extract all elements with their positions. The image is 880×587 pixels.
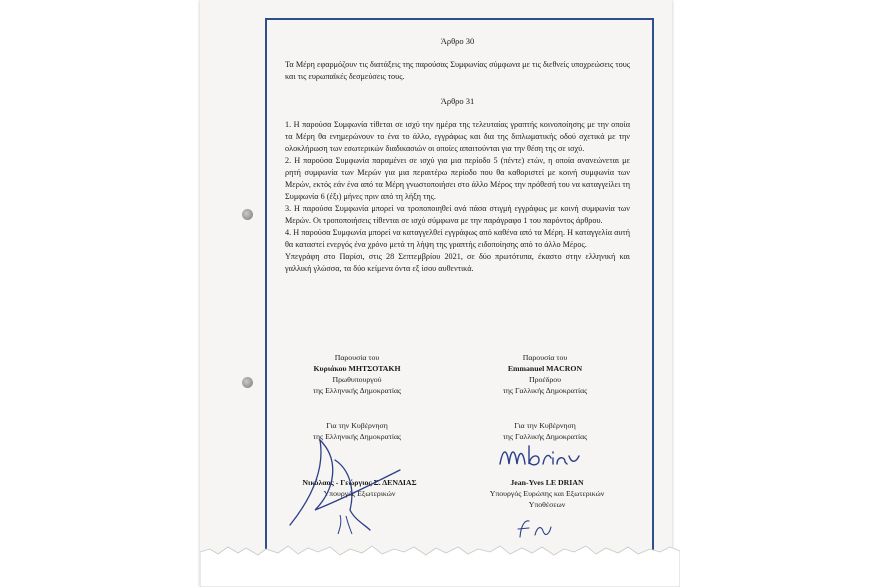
- right-signer-block: [462, 477, 632, 510]
- punch-hole: [242, 377, 253, 388]
- punch-hole: [242, 209, 253, 220]
- left-presence-role: Πρωθυπουργού: [332, 375, 382, 384]
- left-signer-role: Υπουργός Εξωτερικών: [323, 489, 396, 498]
- article-31-body: [285, 119, 630, 275]
- left-presence-block: [282, 352, 432, 396]
- document-body: [285, 35, 630, 275]
- right-signer-role: Υπουργός Ευρώπης και Εξωτερικών: [489, 489, 605, 498]
- article-31-paragraph-4: 4. Η παρούσα Συμφωνία μπορεί να καταγγελθεί εγγράφως από καθένα από τα Μέρη. Η καταγγελία αυτή θα καταστεί ενεργός ένα χρόνο μετά τη λήψη της γραπτής ειδοποίησης από το άλλο Μέρος.: [285, 228, 630, 249]
- right-government-block: [470, 420, 620, 442]
- initials-signature: [515, 515, 555, 540]
- left-presence-country: της Ελληνικής Δημοκρατίας: [312, 386, 402, 395]
- right-presence-role: Προέδρου: [528, 375, 562, 384]
- right-signer-name: Jean-Yves LE DRIAN: [510, 478, 584, 487]
- left-government-label: Για την Κυβέρνηση: [326, 421, 388, 430]
- right-presence-label: Παρουσία του: [522, 353, 568, 362]
- torn-paper-edge: [200, 538, 680, 587]
- dendias-signature: [280, 430, 420, 535]
- right-government-country: της Γαλλικής Δημοκρατίας: [502, 432, 588, 441]
- article-30-text: Τα Μέρη εφαρμόζουν τις διατάξεις της παρούσας Συμφωνίας σύμφωνα με τις διεθνείς υποχρεώσεις τους και τις ευρωπαϊκές δεσμεύσεις τους.: [285, 60, 630, 81]
- right-presence-country: της Γαλλικής Δημοκρατίας: [502, 386, 588, 395]
- right-government-label: Για την Κυβέρνηση: [514, 421, 576, 430]
- article-30-title: Άρθρο 30: [440, 36, 475, 46]
- left-presence-label: Παρουσία του: [334, 353, 380, 362]
- left-signer-name: Νικόλαος - Γεώργιος Σ. ΔΕΝΔΙΑΣ: [302, 478, 417, 487]
- left-presence-name: Κυριάκου ΜΗΤΣΟΤΑΚΗ: [313, 364, 401, 373]
- le-drian-signature: [495, 440, 585, 470]
- right-presence-block: [470, 352, 620, 396]
- right-signer-role-continued: Υποθέσεων: [528, 500, 566, 509]
- signing-statement: Υπεγράφη στο Παρίσι, στις 28 Σεπτεμβρίου 2021, σε δύο πρωτότυπα, έκαστο στην ελληνική και γαλλική γλώσσα, τα δύο κείμενα όντα εξ ίσου αυθεντικά.: [285, 252, 630, 273]
- article-31-paragraph-1: 1. Η παρούσα Συμφωνία τίθεται σε ισχύ την ημέρα της τελευταίας γραπτής κοινοποίησης με την οποία τα Μέρη θα ενημερώνουν το ένα το άλλο, εγγράφως και δια της διπλωματικής οδού σχετικά με την ολοκλήρωση των εσωτερικών διαδικασιών οι οποίες απαιτούνται για την θέση της σε ισχύ.: [285, 120, 630, 153]
- article-31-title: Άρθρο 31: [440, 96, 475, 106]
- article-31-paragraph-3: 3. Η παρούσα Συμφωνία μπορεί να τροποποιηθεί ανά πάσα στιγμή εγγράφως με κοινή συμφωνία των Μερών. Οι τροποποιήσεις τίθενται σε ισχύ σύμφωνα με την παράγραφο 1 του παρόντος άρθρου.: [285, 204, 630, 225]
- left-government-country: της Ελληνικής Δημοκρατίας: [312, 432, 402, 441]
- right-presence-name: Emmanuel MACRON: [507, 364, 583, 373]
- article-31-paragraph-2: 2. Η παρούσα Συμφωνία παραμένει σε ισχύ για μια περίοδο 5 (πέντε) ετών, η οποία ανανεώνεται με ρητή συμφωνία των Μερών για μια περαιτέρω περίοδο που θα καθοριστεί με κοινή συμφωνία των Μερών, εκτός εάν ένα από τα Μέρη γνωστοποιήσει στο άλλο Μέρος την πρόθεσή του να καταγγείλει τη Συμφωνία 6 (έξι) μήνες πριν από τη λήξη της.: [285, 156, 630, 201]
